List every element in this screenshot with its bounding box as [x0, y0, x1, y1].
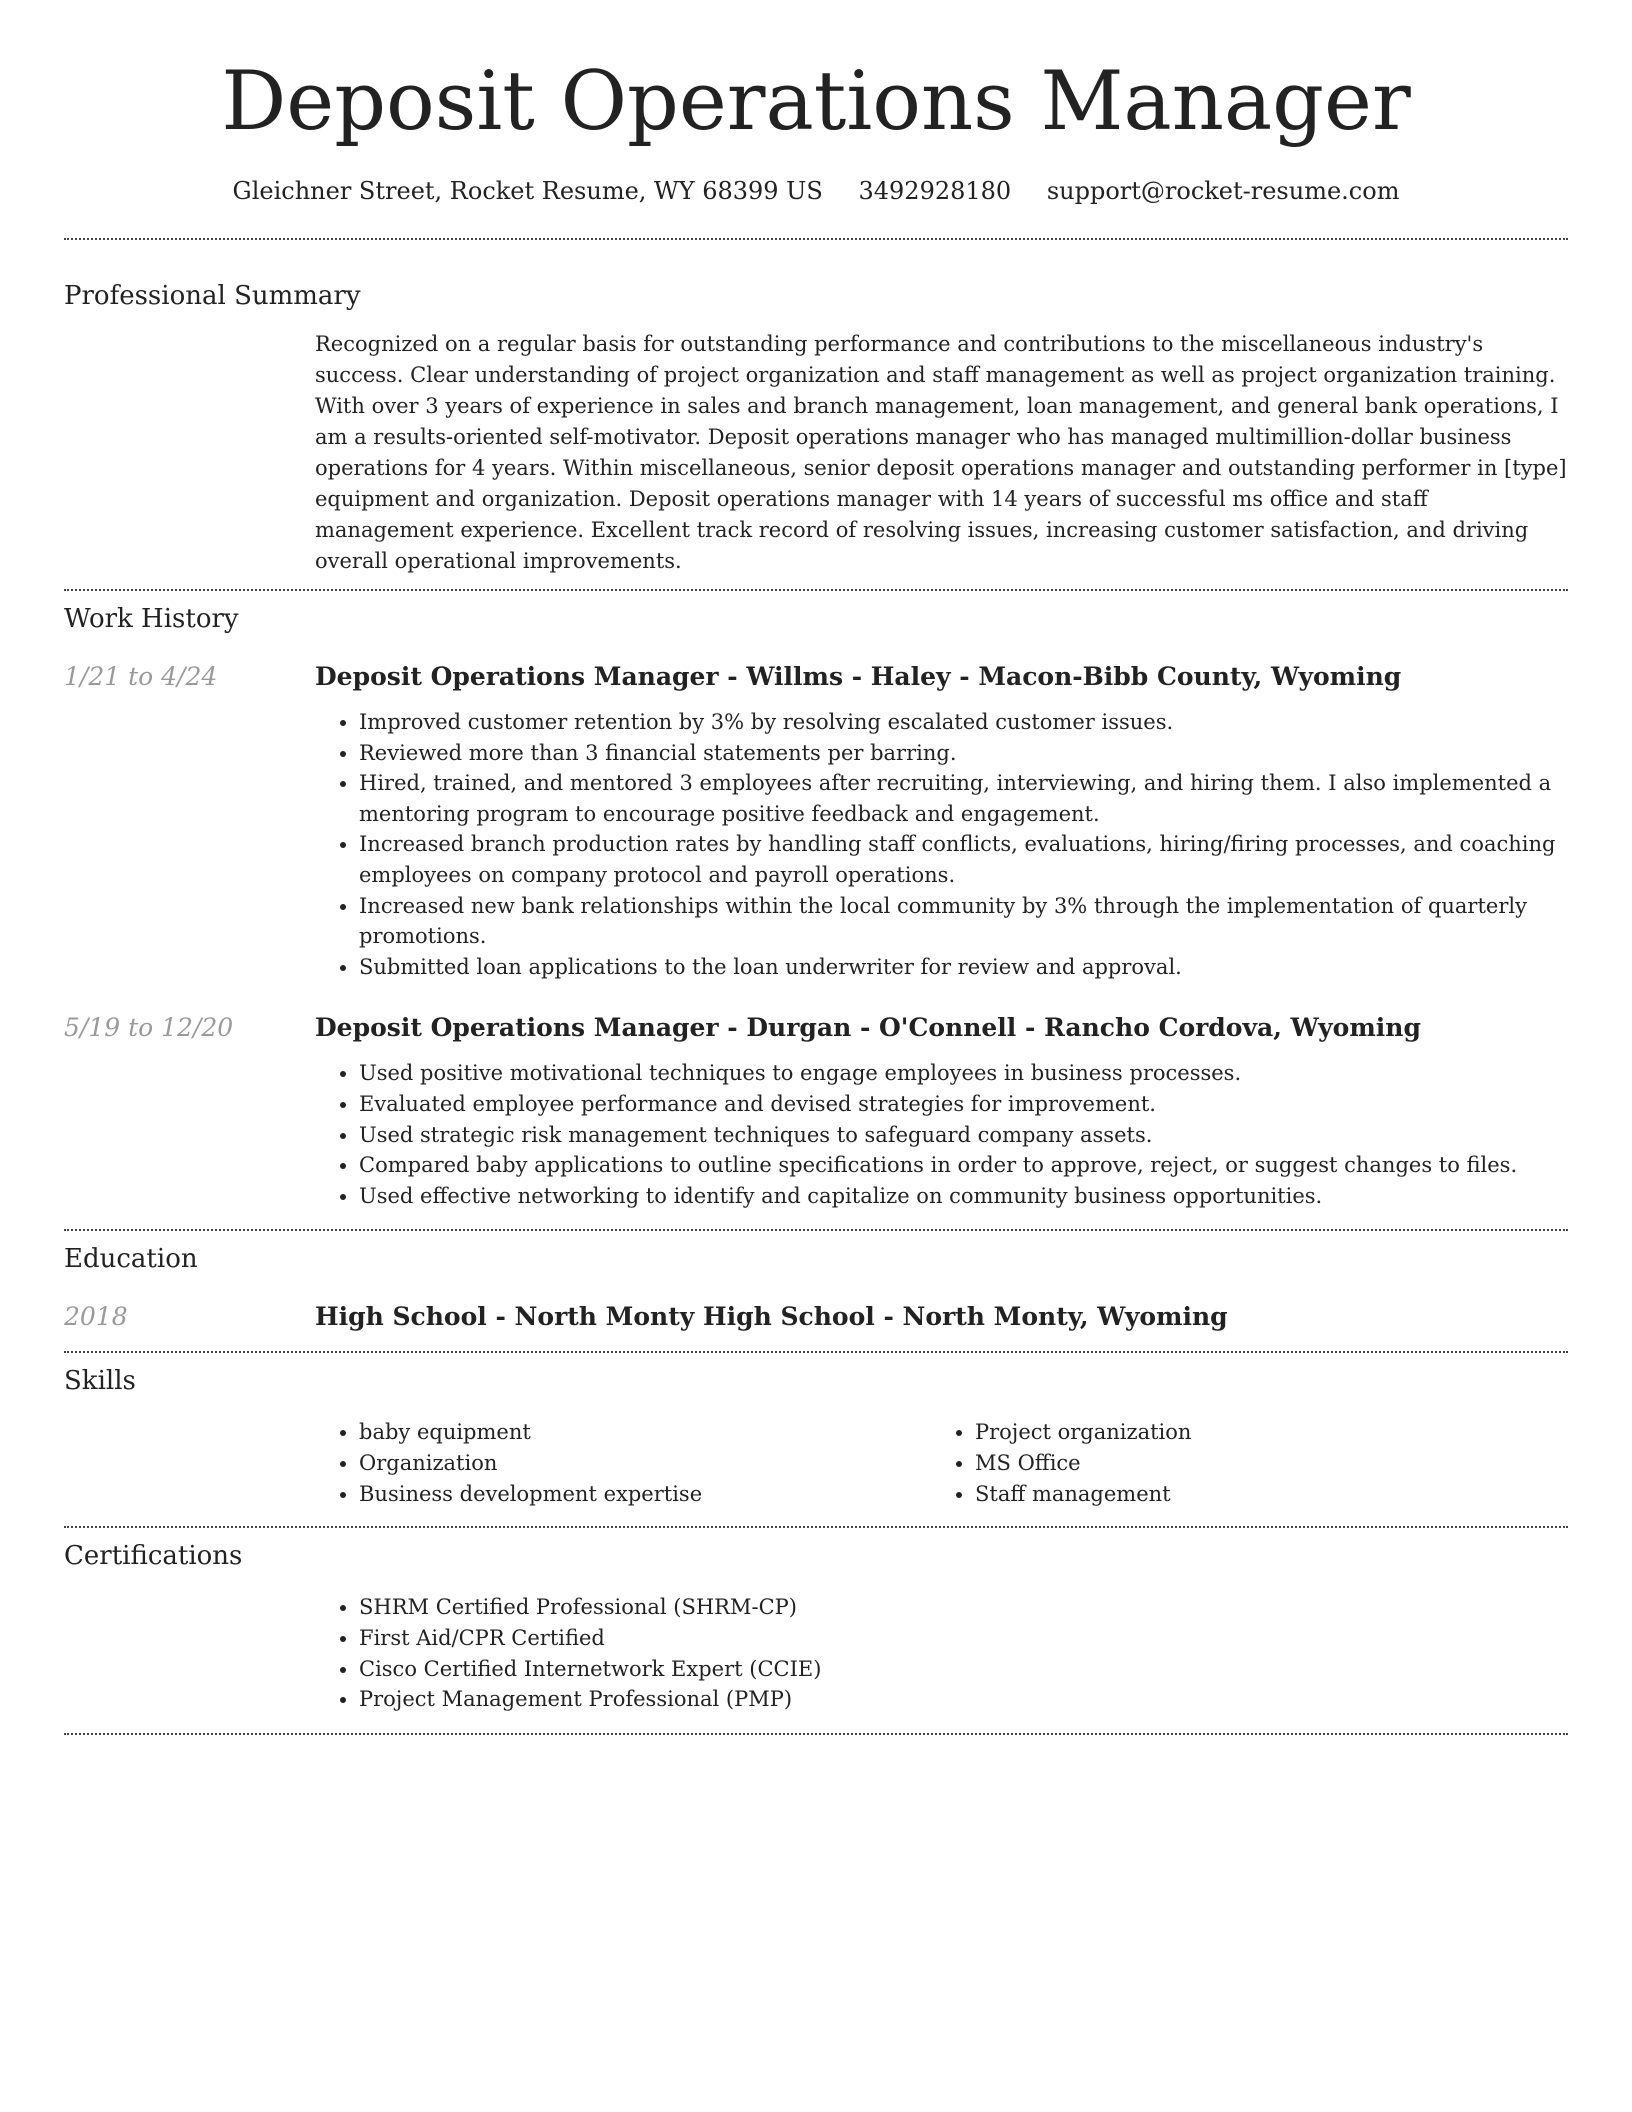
job-dates: 5/19 to 12/20 — [64, 1013, 234, 1043]
skills-list-right — [931, 1417, 1547, 1510]
contact-phone: 3492928180 — [858, 177, 1012, 205]
education-year: 2018 — [64, 1302, 128, 1332]
list-item: • SHRM Certified Professional (SHRM-CP) — [359, 1592, 1568, 1623]
section-title-certifications: Certifications — [64, 1541, 243, 1572]
contact-email: support@rocket-resume.com — [1046, 177, 1400, 205]
contact-line — [64, 174, 1568, 208]
skills-section — [64, 1353, 1568, 1526]
certifications-section — [64, 1528, 1568, 1732]
list-item: • First Aid/CPR Certified — [359, 1623, 1568, 1654]
job-bullets — [315, 707, 1568, 982]
section-title-work-history: Work History — [64, 604, 239, 634]
job-entry — [64, 1010, 1568, 1211]
list-item: • Used effective networking to identify and capitalize on community business opportunities. — [359, 1181, 1568, 1212]
list-item: • Project organization — [975, 1417, 1547, 1448]
list-item: • Organization — [359, 1448, 931, 1479]
contact-address: Gleichner Street, Rocket Resume, WY 68399 US — [232, 177, 823, 205]
list-item: • Evaluated employee performance and devised strategies for improvement. — [359, 1089, 1568, 1120]
list-item: • Reviewed more than 3 financial statements per barring. — [359, 738, 1568, 769]
job-dates: 1/21 to 4/24 — [64, 662, 218, 691]
certifications-list — [315, 1592, 1568, 1714]
list-item: • Project Management Professional (PMP) — [359, 1684, 1568, 1715]
summary-section — [64, 240, 1568, 589]
list-item: • Compared baby applications to outline specifications in order to approve, reject, or suggest changes to files. — [359, 1150, 1568, 1181]
skills-list-left — [315, 1417, 931, 1510]
list-item: • baby equipment — [359, 1417, 931, 1448]
section-title-education: Education — [64, 1244, 198, 1275]
list-item: • Used strategic risk management techniques to safeguard company assets. — [359, 1120, 1568, 1151]
section-title-skills: Skills — [64, 1366, 136, 1397]
candidate-name: Deposit Operations Manager — [221, 55, 1411, 149]
list-item: • Increased branch production rates by handling staff conflicts, evaluations, hiring/firing processes, and coaching employees on company protocol and payroll operations. — [359, 829, 1568, 890]
job-heading: Deposit Operations Manager - Durgan - O'Connell - Rancho Cordova, Wyoming — [315, 1013, 1421, 1043]
list-item: • Submitted loan applications to the loan underwriter for review and approval. — [359, 952, 1568, 983]
list-item: • Cisco Certified Internetwork Expert (CCIE) — [359, 1654, 1568, 1685]
section-title-summary: Professional Summary — [64, 281, 361, 311]
summary-text: Recognized on a regular basis for outstanding performance and contributions to the miscellaneous industry's success. Clear understanding of project organization and staff management as well as project organization training. With over 3 years of experience in sales and branch management, loan management, and general bank operations, I am a results-oriented self-motivator. Deposit operations manager who has managed multimillion-dollar business operations for 4 years. Within miscellaneous, senior deposit operations manager and outstanding performer in [type] equipment and organization. Deposit operations manager with 14 years of successful ms office and staff management experience. Excellent track record of resolving issues, increasing customer satisfaction, and driving overall operational improvements. — [315, 332, 1567, 573]
work-history-section — [64, 591, 1568, 1229]
list-item: • Improved customer retention by 3% by resolving escalated customer issues. — [359, 707, 1568, 738]
resume-header — [64, 0, 1568, 208]
list-item: • Hired, trained, and mentored 3 employees after recruiting, interviewing, and hiring them. I also implemented a mentoring program to encourage positive feedback and engagement. — [359, 768, 1568, 829]
education-entry — [64, 1299, 1568, 1335]
list-item: • Business development expertise — [359, 1479, 931, 1510]
job-heading: Deposit Operations Manager - Willms - Haley - Macon-Bibb County, Wyoming — [315, 662, 1402, 691]
job-bullets — [315, 1058, 1568, 1211]
education-heading: High School - North Monty High School - North Monty, Wyoming — [315, 1302, 1228, 1332]
list-item: • MS Office — [975, 1448, 1547, 1479]
list-item: • Increased new bank relationships within the local community by 3% through the implementation of quarterly promotions. — [359, 891, 1568, 952]
divider — [64, 1733, 1568, 1735]
education-section — [64, 1231, 1568, 1351]
job-entry — [64, 659, 1568, 982]
skills-grid — [315, 1417, 1568, 1510]
list-item: • Staff management — [975, 1479, 1547, 1510]
list-item: • Used positive motivational techniques to engage employees in business processes. — [359, 1058, 1568, 1089]
